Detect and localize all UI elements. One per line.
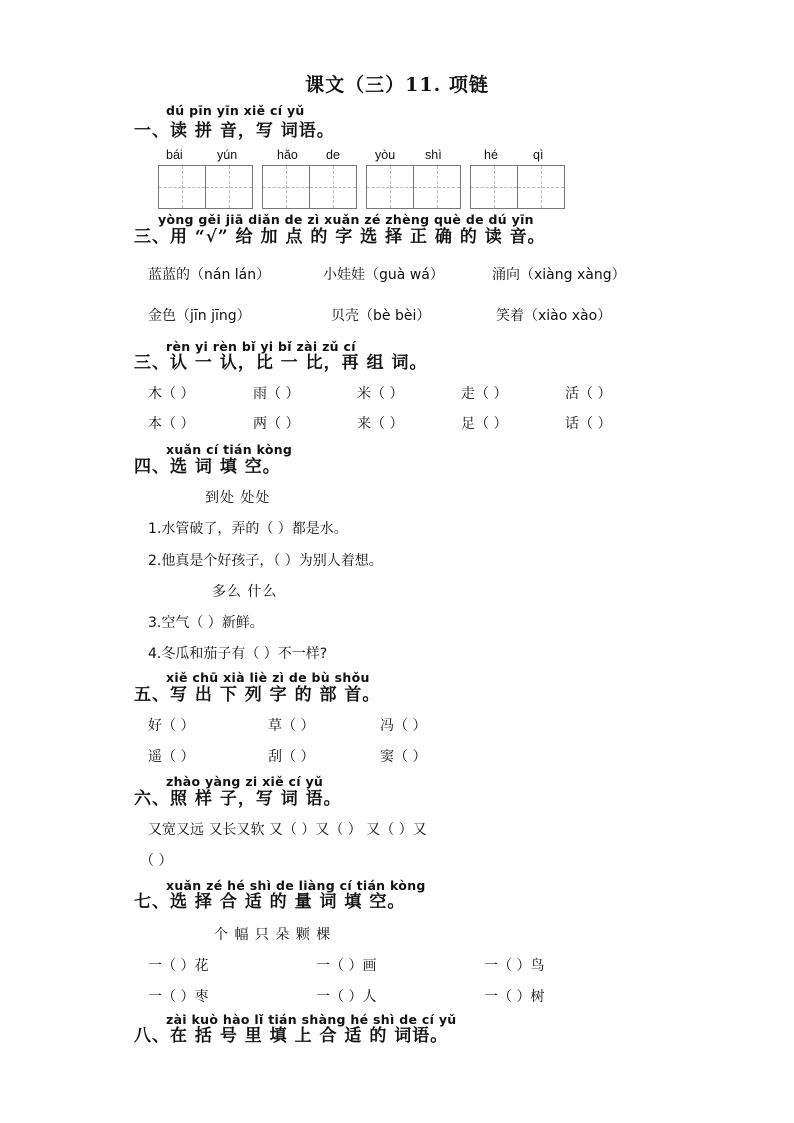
word-4-pinyin-a: hé [484, 148, 498, 162]
word-1-pinyin-b: yún [217, 148, 238, 162]
choice-item[interactable]: 蓝蓝的（nán lán） [148, 267, 271, 283]
measure-item[interactable]: 一（ ）鸟 [484, 958, 545, 974]
section-5-pinyin: xiě chū xià liè zì de bù shǒu [166, 670, 370, 685]
fill-item[interactable]: 走（ ） [461, 386, 508, 402]
fill-item[interactable]: 本（ ） [148, 416, 195, 432]
section-1-pinyin: dú pīn yīn xiě cí yǔ [166, 103, 305, 118]
section-1-heading: 一、读 拼 音，写 词语。 [134, 121, 335, 141]
measure-item[interactable]: 一（ ）花 [148, 958, 209, 974]
question-4[interactable]: 4.冬瓜和茄子有（ ）不一样? [148, 646, 328, 662]
fill-item[interactable]: 雨（ ） [253, 386, 300, 402]
writing-grid-1[interactable] [158, 165, 252, 209]
choice-item[interactable]: 涌向（xiàng xàng） [492, 267, 626, 283]
writing-grid-3[interactable] [366, 165, 460, 209]
choice-item[interactable]: 笑着（xiào xào） [496, 308, 612, 324]
page-title: 课文（三）11. 项链 [305, 74, 489, 96]
fill-item[interactable]: 木（ ） [148, 386, 195, 402]
writing-grid-4[interactable] [470, 165, 564, 209]
choice-item[interactable]: 金色（jīn jīng） [148, 308, 251, 324]
measure-item[interactable]: 一（ ）画 [316, 958, 377, 974]
writing-grid-2[interactable] [262, 165, 356, 209]
fill-item[interactable]: 话（ ） [565, 416, 612, 432]
section-6-pinyin: zhào yàng zi xiě cí yǔ [166, 774, 324, 789]
radical-item[interactable]: 刮（ ） [268, 749, 315, 765]
word-4-pinyin-b: qì [533, 148, 544, 162]
word-options-1: 到处 处处 [205, 490, 271, 506]
question-1[interactable]: 1.水管破了，弄的（ ）都是水。 [148, 521, 348, 537]
question-3[interactable]: 3.空气（ ）新鲜。 [148, 615, 264, 631]
section-4-heading: 四、选 词 填 空。 [134, 457, 281, 477]
section-6-heading: 六、照 样 子，写 词 语。 [134, 789, 342, 809]
section-8-pinyin: zài kuò hào lǐ tián shàng hé shì de cí yǔ [166, 1012, 457, 1027]
fill-item[interactable]: 米（ ） [357, 386, 404, 402]
choice-item[interactable]: 小娃娃（guà wá） [323, 267, 444, 283]
choice-item[interactable]: 贝壳（bè bèi） [331, 308, 431, 324]
word-2-pinyin-a: hǎo [277, 148, 298, 162]
fill-item[interactable]: 活（ ） [565, 386, 612, 402]
section-8-heading: 八、在 括 号 里 填 上 合 适 的 词语。 [134, 1026, 449, 1046]
word-options-2: 多么 什么 [212, 584, 278, 600]
word-3-pinyin-a: yòu [375, 148, 396, 162]
section-7-heading: 七、选 择 合 适 的 量 词 填 空。 [134, 892, 406, 912]
radical-item[interactable]: 窦（ ） [380, 749, 427, 765]
measure-item[interactable]: 一（ ）枣 [148, 989, 209, 1005]
section-3-heading: 三、认 一 认，比 一 比，再 组 词。 [134, 353, 428, 373]
word-1-pinyin-a: bái [166, 148, 183, 162]
measure-item[interactable]: 一（ ）树 [484, 989, 545, 1005]
pattern-line-1[interactable]: 又宽又远 又长又软 又（ ）又（ ） 又（ ）又 [148, 822, 427, 838]
question-2[interactable]: 2.他真是个好孩子，（ ）为别人着想。 [148, 553, 383, 569]
fill-item[interactable]: 来（ ） [357, 416, 404, 432]
measure-item[interactable]: 一（ ）人 [316, 989, 377, 1005]
radical-item[interactable]: 冯（ ） [380, 718, 427, 734]
section-2-heading: 三、用 “√” 给 加 点 的 字 选 择 正 确 的 读 音。 [134, 227, 546, 247]
radical-item[interactable]: 好（ ） [148, 718, 195, 734]
word-3-pinyin-b: shì [425, 148, 442, 162]
fill-item[interactable]: 足（ ） [461, 416, 508, 432]
section-4-pinyin: xuǎn cí tián kòng [166, 442, 293, 457]
section-3-pinyin: rèn yi rèn bǐ yi bǐ zài zǔ cí [166, 339, 356, 354]
section-2-pinyin: yòng gěi jiā diǎn de zì xuǎn zé zhèng què de dú yīn [158, 212, 534, 227]
section-5-heading: 五、写 出 下 列 字 的 部 首。 [134, 685, 381, 705]
radical-item[interactable]: 遥（ ） [148, 749, 195, 765]
pattern-line-2[interactable]: （ ） [140, 853, 173, 869]
radical-item[interactable]: 草（ ） [268, 718, 315, 734]
word-2-pinyin-b: de [326, 148, 340, 162]
fill-item[interactable]: 两（ ） [253, 416, 300, 432]
measure-word-options: 个 幅 只 朵 颗 棵 [214, 927, 332, 943]
section-7-pinyin: xuǎn zé hé shì de liàng cí tián kòng [166, 878, 426, 893]
